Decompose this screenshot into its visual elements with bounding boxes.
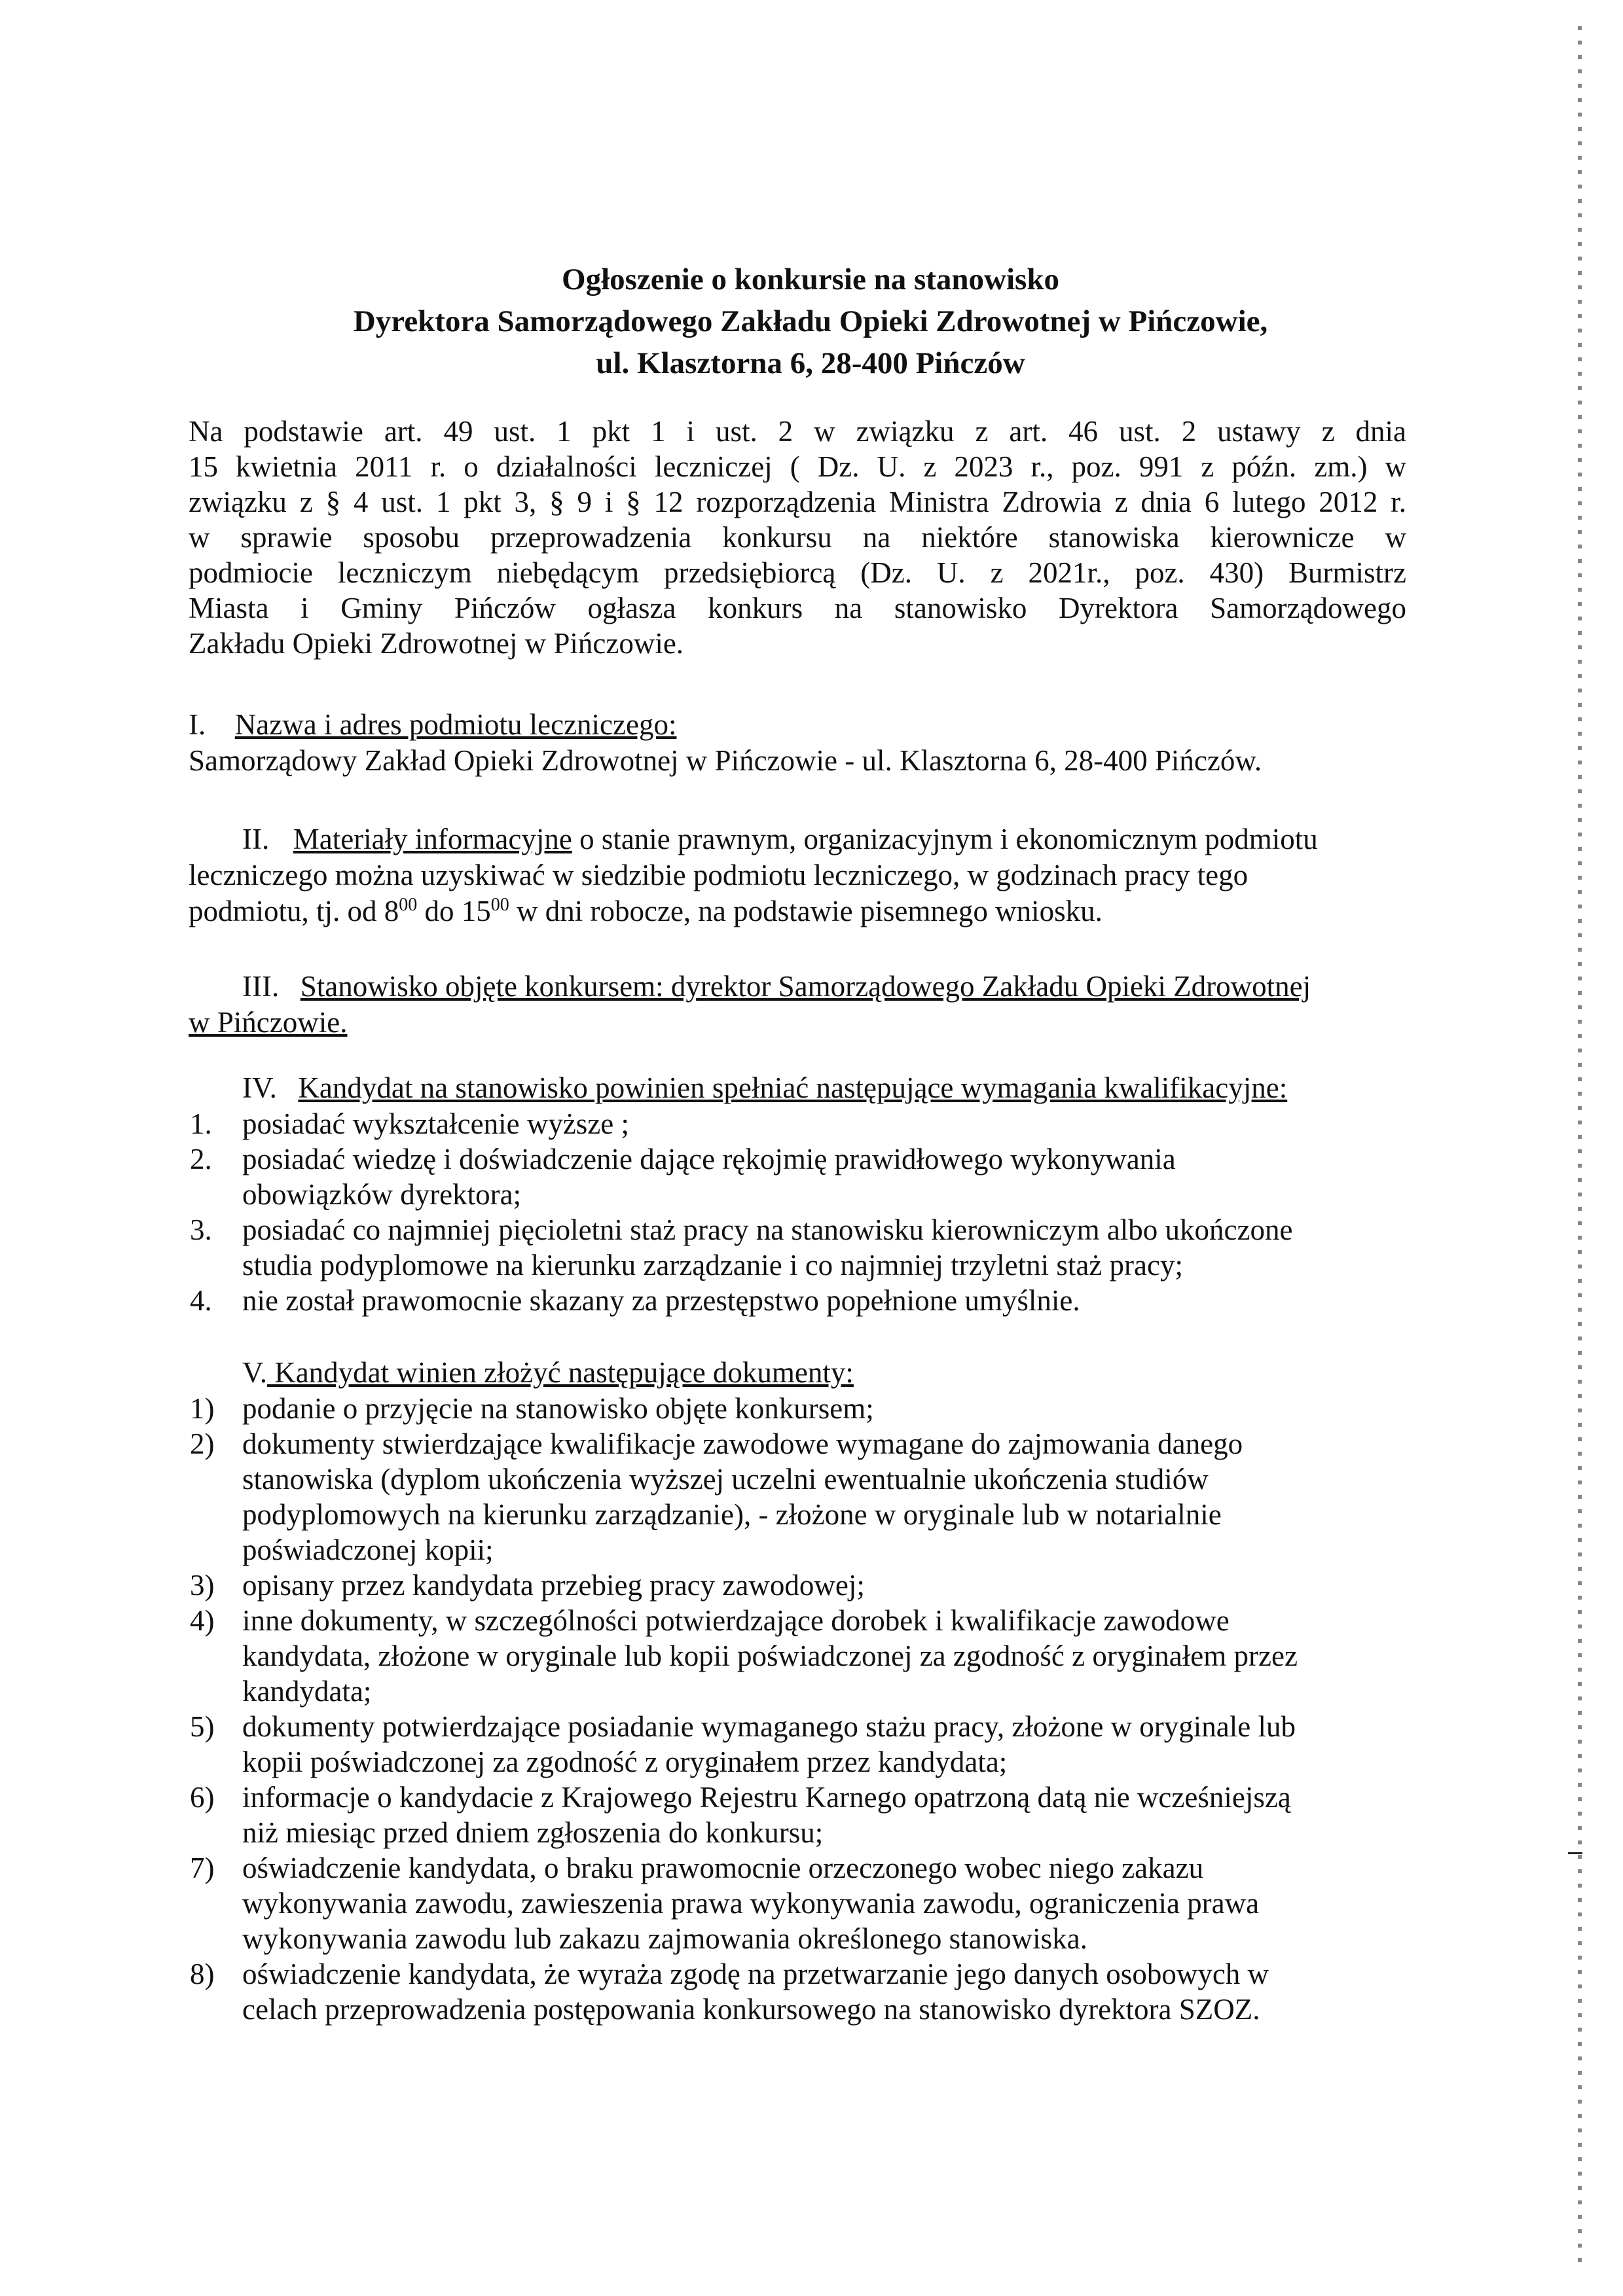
requirement-text: studia podyplomowe na kierunku zarządzanie i co najmniej trzyletni staż pracy; bbox=[242, 1249, 1183, 1282]
document-item-number: 8) bbox=[190, 1958, 215, 1990]
title-line-2: Dyrektora Samorządowego Zakładu Opieki Zdrowotnej w Pińczowie, bbox=[353, 304, 1268, 338]
requirement-number: 4. bbox=[190, 1284, 212, 1317]
section-2-line-1: II. Materiały informacyjne o stanie prawnym, organizacyjnym i ekonomicznym podmiotu bbox=[242, 823, 1318, 855]
requirement-text: nie został prawomocnie skazany za przestępstwo popełnione umyślnie. bbox=[242, 1284, 1080, 1317]
document-item-text: kopii poświadczonej za zgodność z oryginałem przez kandydata; bbox=[242, 1746, 1008, 1778]
section-3-title: Stanowisko objęte konkursem: dyrektor Samorządowego Zakładu Opieki Zdrowotnej bbox=[300, 970, 1311, 1003]
document-item-text: opisany przez kandydata przebieg pracy zawodowej; bbox=[242, 1569, 865, 1602]
section-4-numeral: IV. bbox=[242, 1071, 277, 1104]
requirement-text: posiadać wykształcenie wyższe ; bbox=[242, 1107, 629, 1140]
document-item-text: stanowiska (dyplom ukończenia wyższej uczelni ewentualnie ukończenia studiów bbox=[242, 1463, 1209, 1496]
document-item-text: dokumenty potwierdzające posiadanie wymaganego stażu pracy, złożone w oryginale lub bbox=[242, 1710, 1296, 1743]
section-2-numeral: II. bbox=[242, 823, 270, 855]
section-5-title: Kandydat winien złożyć następujące dokumenty: bbox=[266, 1356, 854, 1389]
document-item-text: wykonywania zawodu, zawieszenia prawa wykonywania zawodu, ograniczenia prawa bbox=[242, 1887, 1260, 1920]
document-item-text: dokumenty stwierdzające kwalifikacje zawodowe wymagane do zajmowania danego bbox=[242, 1427, 1243, 1460]
document-item-text: podyplomowych na kierunku zarządzanie), - złożone w oryginale lub w notarialnie bbox=[242, 1498, 1222, 1531]
document-item-text: poświadczonej kopii; bbox=[242, 1534, 494, 1566]
title-line-3: ul. Klasztorna 6, 28-400 Pińczów bbox=[596, 346, 1025, 380]
document-item-text: oświadczenie kandydata, że wyraża zgodę na przetwarzanie jego danych osobowych w bbox=[242, 1958, 1269, 1990]
intro-line: Zakładu Opieki Zdrowotnej w Pińczowie. bbox=[189, 627, 684, 660]
section-4-title: Kandydat na stanowisko powinien spełniać następujące wymagania kwalifikacyjne: bbox=[298, 1071, 1288, 1104]
title-line-1: Ogłoszenie o konkursie na stanowisko bbox=[562, 262, 1059, 296]
document-item-number: 1) bbox=[190, 1392, 215, 1425]
requirement-text: posiadać co najmniej pięcioletni staż pracy na stanowisku kierowniczym albo ukończone bbox=[242, 1213, 1293, 1246]
section-1-numeral: I. bbox=[189, 708, 206, 741]
section-3-line-2: w Pińczowie. bbox=[189, 1006, 348, 1039]
section-2-title: Materiały informacyjne bbox=[293, 823, 572, 855]
announcement-title bbox=[189, 259, 1432, 384]
section-1-body: Samorządowy Zakład Opieki Zdrowotnej w Pińczowie - ul. Klasztorna 6, 28-400 Pińczów. bbox=[189, 744, 1262, 777]
document-item-text: niż miesiąc przed dniem zgłoszenia do konkursu; bbox=[242, 1816, 824, 1849]
section-1-title: Nazwa i adres podmiotu leczniczego: bbox=[234, 708, 677, 741]
intro-line: związku z § 4 ust. 1 pkt 3, § 9 i § 12 rozporządzenia Ministra Zdrowia z dnia 6 lutego 2012 r. bbox=[189, 486, 1406, 518]
document-item-text: kandydata; bbox=[242, 1675, 372, 1708]
document-item-text: kandydata, złożone w oryginale lub kopii poświadczonej za zgodność z oryginałem przez bbox=[242, 1640, 1298, 1672]
document-item-text: podanie o przyjęcie na stanowisko objęte konkursem; bbox=[242, 1392, 874, 1425]
scan-mark bbox=[1568, 1852, 1582, 1854]
intro-line: 15 kwietnia 2011 r. o działalności leczniczej ( Dz. U. z 2023 r., poz. 991 z późn. zm.) w bbox=[189, 450, 1406, 483]
section-5-heading bbox=[242, 1355, 854, 1391]
scan-edge-artifact bbox=[1578, 26, 1582, 2265]
legal-basis-paragraph bbox=[189, 414, 1406, 661]
requirement-text: obowiązków dyrektora; bbox=[242, 1178, 522, 1211]
section-2-line-3: podmiotu, tj. od $8^{00}$ do $15^{00}$ w dni robocze, na podstawie pisemnego wniosku. bbox=[189, 895, 1103, 927]
intro-line: Miasta i Gminy Pińczów ogłasza konkurs na stanowisko Dyrektora Samorządowego bbox=[189, 592, 1406, 624]
document-item-number: 2) bbox=[190, 1427, 215, 1460]
section-3-numeral: III. bbox=[242, 970, 280, 1003]
requirement-text: posiadać wiedzę i doświadczenie dające rękojmię prawidłowego wykonywania bbox=[242, 1143, 1176, 1175]
document-item-text: celach przeprowadzenia postępowania konkursowego na stanowisko dyrektora SZOZ. bbox=[242, 1993, 1260, 2026]
document-item-number: 5) bbox=[190, 1710, 215, 1743]
requirement-number: 2. bbox=[190, 1143, 212, 1175]
document-item-number: 7) bbox=[190, 1852, 215, 1884]
section-5-numeral: V. bbox=[242, 1356, 267, 1389]
document-item-number: 3) bbox=[190, 1569, 215, 1602]
section-1-heading bbox=[189, 707, 676, 743]
intro-line: Na podstawie art. 49 ust. 1 pkt 1 i ust. 2 w związku z art. 46 ust. 2 ustawy z dnia bbox=[189, 415, 1406, 448]
intro-line: podmiocie leczniczym niebędącym przedsiębiorcą (Dz. U. z 2021r., poz. 430) Burmistrz bbox=[189, 556, 1406, 589]
section-3-line-1 bbox=[242, 969, 1311, 1005]
document-item-text: oświadczenie kandydata, o braku prawomocnie orzeczonego wobec niego zakazu bbox=[242, 1852, 1204, 1884]
document-item-number: 4) bbox=[190, 1604, 215, 1637]
document-item-number: 6) bbox=[190, 1781, 215, 1814]
document-item-text: inne dokumenty, w szczególności potwierdzające dorobek i kwalifikacje zawodowe bbox=[242, 1604, 1230, 1637]
document-item-text: wykonywania zawodu lub zakazu zajmowania określonego stanowiska. bbox=[242, 1922, 1087, 1955]
requirement-number: 3. bbox=[190, 1213, 212, 1246]
section-2-line-2: leczniczego można uzyskiwać w siedzibie podmiotu leczniczego, w godzinach pracy tego bbox=[189, 859, 1249, 891]
document-item-text: informacje o kandydacie z Krajowego Rejestru Karnego opatrzoną datą nie wcześniejszą bbox=[242, 1781, 1291, 1814]
requirement-number: 1. bbox=[190, 1107, 212, 1140]
intro-line: w sprawie sposobu przeprowadzenia konkursu na niektóre stanowiska kierownicze w bbox=[189, 521, 1406, 554]
section-4-heading bbox=[242, 1070, 1287, 1106]
